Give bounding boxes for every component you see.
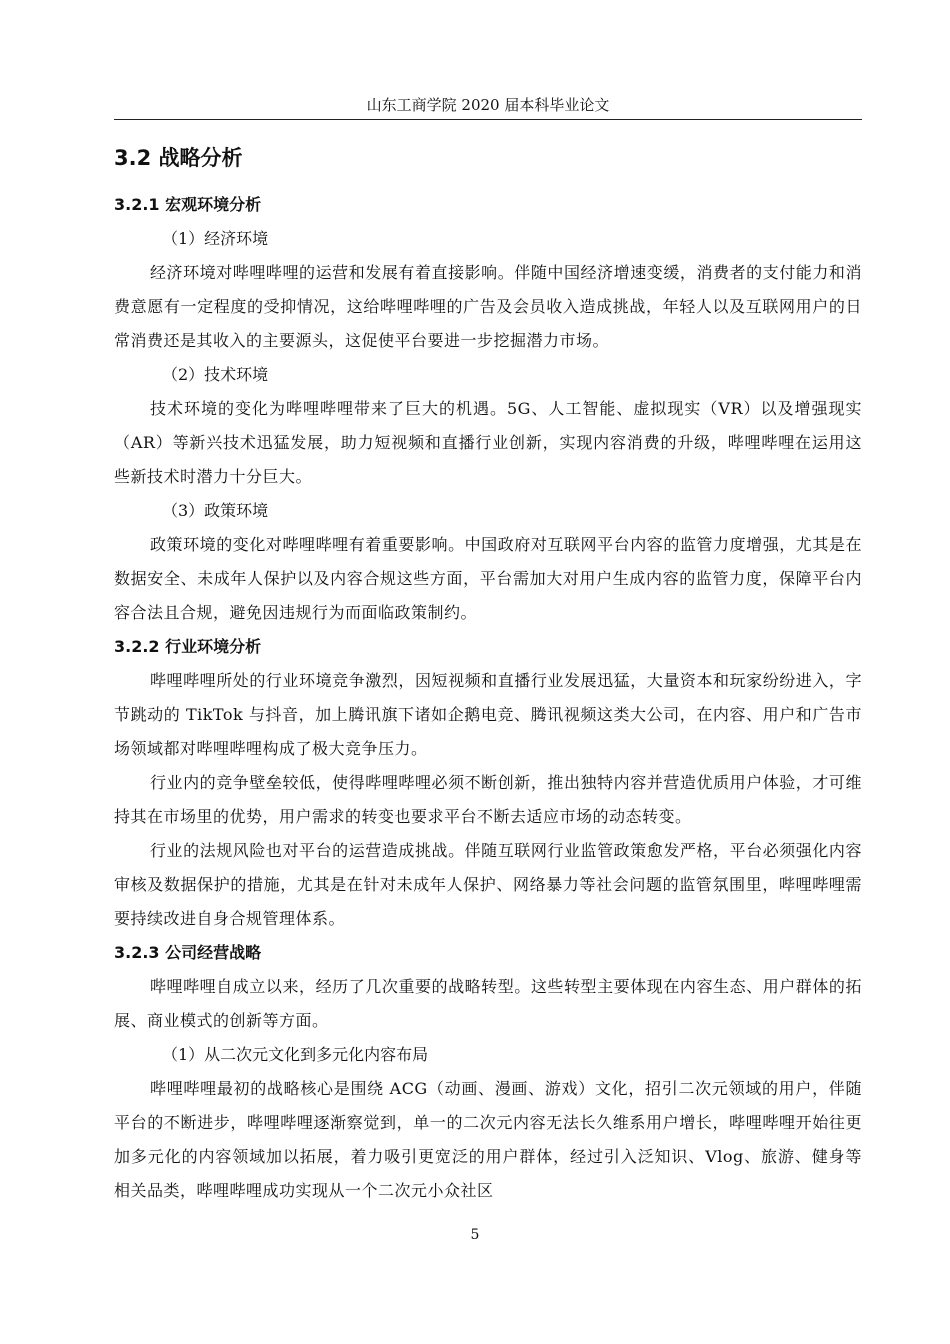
paragraph: 行业的法规风险也对平台的运营造成挑战。伴随互联网行业监管政策愈发严格，平台必须强化内容审核及数据保护的措施，尤其是在针对未成年人保护、网络暴力等社会问题的监管氛围里，哔哩哔哩需要持续改进自身合规管理体系。 <box>114 841 862 928</box>
list-item-content-layout: （1）从二次元文化到多元化内容布局 <box>162 1045 429 1064</box>
running-header: 山东工商学院 2020 届本科毕业论文 <box>366 96 610 114</box>
subsection-heading-3-2-3: 3.2.3 公司经营战略 <box>114 943 262 962</box>
subsection-heading-3-2-1: 3.2.1 宏观环境分析 <box>114 195 262 214</box>
paragraph: 行业内的竞争壁垒较低，使得哔哩哔哩必须不断创新，推出独特内容并营造优质用户体验，才可维持其在市场里的优势，用户需求的转变也要求平台不断去适应市场的动态转变。 <box>114 773 862 826</box>
page-content <box>114 140 862 1208</box>
paragraph: 政策环境的变化对哔哩哔哩有着重要影响。中国政府对互联网平台内容的监管力度增强，尤其是在数据安全、未成年人保护以及内容合规这些方面，平台需加大对用户生成内容的监管力度，保障平台内容合法且合规，避免因违规行为而面临政策制约。 <box>114 535 862 622</box>
paragraph: 哔哩哔哩最初的战略核心是围绕 ACG（动画、漫画、游戏）文化，招引二次元领域的用户，伴随平台的不断进步，哔哩哔哩逐渐察觉到，单一的二次元内容无法长久维系用户增长，哔哩哔哩开始往更加多元化的内容领域加以拓展，着力吸引更宽泛的用户群体，经过引入泛知识、Vlog、旅游、健身等相关品类，哔哩哔哩成功实现从一个二次元小众社区 <box>114 1079 862 1200</box>
paragraph: 哔哩哔哩所处的行业环境竞争激烈，因短视频和直播行业发展迅猛，大量资本和玩家纷纷进入，字节跳动的 TikTok 与抖音，加上腾讯旗下诸如企鹅电竞、腾讯视频这类大公司，在内容、用户和广告市场领域都对哔哩哔哩构成了极大竞争压力。 <box>114 671 862 758</box>
list-item-policy: （3）政策环境 <box>162 501 269 520</box>
subsection-heading-3-2-2: 3.2.2 行业环境分析 <box>114 637 262 656</box>
section-heading: 3.2 战略分析 <box>114 146 243 170</box>
paragraph: 哔哩哔哩自成立以来，经历了几次重要的战略转型。这些转型主要体现在内容生态、用户群体的拓展、商业模式的创新等方面。 <box>114 977 862 1030</box>
list-item-technology: （2）技术环境 <box>162 365 269 384</box>
paragraph: 经济环境对哔哩哔哩的运营和发展有着直接影响。伴随中国经济增速变缓，消费者的支付能力和消费意愿有一定程度的受抑情况，这给哔哩哔哩的广告及会员收入造成挑战，年轻人以及互联网用户的日常消费还是其收入的主要源头，这促使平台要进一步挖掘潜力市场。 <box>114 263 862 350</box>
list-item-economic: （1）经济环境 <box>162 229 269 248</box>
page-number: 5 <box>470 1227 480 1243</box>
paragraph: 技术环境的变化为哔哩哔哩带来了巨大的机遇。5G、人工智能、虚拟现实（VR）以及增强现实（AR）等新兴技术迅猛发展，助力短视频和直播行业创新，实现内容消费的升级，哔哩哔哩在运用这些新技术时潜力十分巨大。 <box>114 399 862 486</box>
header-rule <box>114 119 862 120</box>
